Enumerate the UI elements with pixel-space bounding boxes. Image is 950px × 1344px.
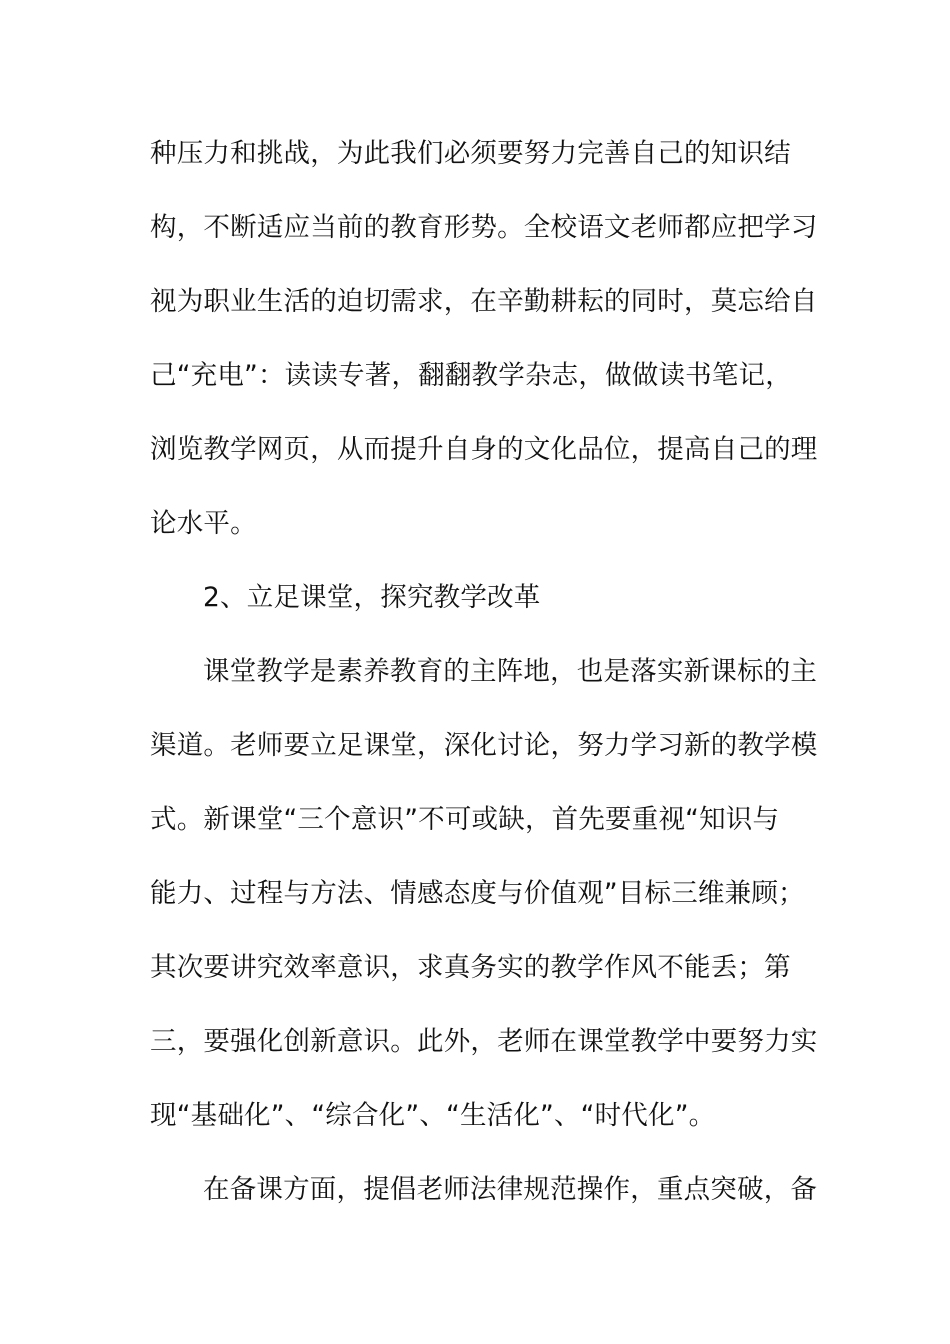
text-line: 己“充电”：读读专著，翻翻教学杂志，做做读书笔记， [150, 360, 792, 391]
text-line: 式。新课堂“三个意识”不可或缺，首先要重视“知识与 [150, 804, 780, 835]
text-line: 种压力和挑战，为此我们必须要努力完善自己的知识结 [150, 138, 791, 169]
text-line: 构，不断适应当前的教育形势。全校语文老师都应把学习 [150, 212, 818, 243]
text-line: 三，要强化创新意识。此外，老师在课堂教学中要努力实 [150, 1026, 818, 1057]
text-line: 论水平。 [150, 508, 257, 539]
text-line: 课堂教学是素养教育的主阵地，也是落实新课标的主 [203, 656, 818, 687]
text-line: 其次要讲究效率意识，求真务实的教学作风不能丢；第 [150, 952, 791, 983]
text-line: 渠道。老师要立足课堂，深化讨论，努力学习新的教学模 [150, 730, 818, 761]
text-line: 能力、过程与方法、情感态度与价值观”目标三维兼顾； [150, 878, 805, 909]
text-line: 现“基础化”、“综合化”、“生活化”、“时代化”。 [150, 1100, 716, 1131]
text-line: 视为职业生活的迫切需求，在辛勤耕耘的同时，莫忘给自 [150, 286, 818, 317]
text-line: 浏览教学网页，从而提升自身的文化品位，提高自己的理 [150, 434, 818, 465]
section-heading: 2、立足课堂，探究教学改革 [203, 582, 541, 613]
text-line: 在备课方面，提倡老师法律规范操作，重点突破，备 [203, 1174, 818, 1205]
